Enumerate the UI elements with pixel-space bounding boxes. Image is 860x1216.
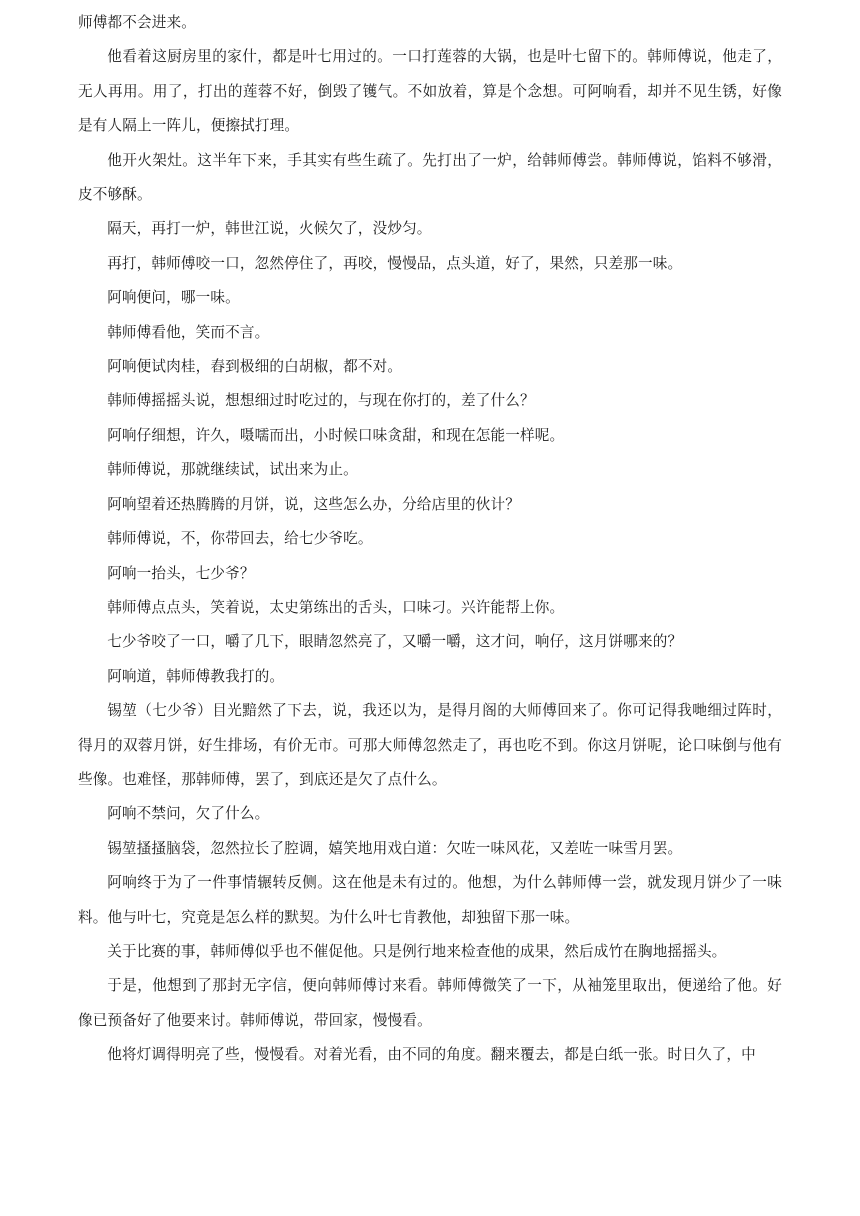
paragraph: 他将灯调得明亮了些，慢慢看。对着光看，由不同的角度。翻来覆去，都是白纸一张。时日久了，中 <box>107 1046 756 1064</box>
paragraph: 关于比赛的事，韩师傅似乎也不催促他。只是例行地来检查他的成果，然后成竹在胸地摇摇头。 <box>107 942 727 960</box>
paragraph: 锡堃（七少爷）目光黯然了下去，说，我还以为，是得月阁的大师傅回来了。你可记得我哋细过阵时，得月的双蓉月饼，好生排场，有价无市。可那大师傅忽然走了，再也吃不到。你这月饼呢，论口味倒与他有些像。也难怪，那韩师傅，罢了，到底还是欠了点什么。 <box>78 702 782 788</box>
paragraph: 他开火架灶。这半年下来，手其实有些生疏了。先打出了一炉，给韩师傅尝。韩师傅说，馅料不够滑，皮不够酥。 <box>78 151 782 204</box>
paragraph: 韩师傅摇摇头说，想想细过时吃过的，与现在你打的，差了什么？ <box>107 392 535 410</box>
paragraph: 阿响终于为了一件事情辗转反侧。这在他是未有过的。他想，为什么韩师傅一尝，就发现月饼少了一味料。他与叶七，究竟是怎么样的默契。为什么叶七肯教他，却独留下那一味。 <box>78 874 782 926</box>
paragraph: 阿响道，韩师傅教我打的。 <box>107 667 285 685</box>
paragraph: 锡堃搔搔脑袋，忽然拉长了腔调，嬉笑地用戏白道：欠咗一味风花，又差咗一味雪月罢。 <box>107 839 683 857</box>
document-body <box>78 0 782 1073</box>
paragraph: 阿响仔细想，许久，嗫嚅而出，小时候口味贪甜，和现在怎能一样呢。 <box>107 426 565 444</box>
paragraph: 韩师傅说，不，你带回去，给七少爷吃。 <box>107 530 373 548</box>
paragraph: 阿响便问，哪一味。 <box>107 289 240 307</box>
paragraph: 阿响不禁问，欠了什么。 <box>107 805 270 823</box>
paragraph: 韩师傅点点头，笑着说，太史第练出的舌头，口味刁。兴许能帮上你。 <box>107 598 565 616</box>
paragraph: 他看着这厨房里的家什，都是叶七用过的。一口打莲蓉的大锅，也是叶七留下的。韩师傅说，他走了，无人再用。用了，打出的莲蓉不好，倒毁了镬气。不如放着，算是个念想。可阿响看，却并不见生锈，好像是有人隔上一阵儿，便擦拭打理。 <box>78 48 782 135</box>
paragraph: 韩师傅看他，笑而不言。 <box>107 323 270 341</box>
paragraph: 阿响一抬头，七少爷？ <box>107 564 255 582</box>
paragraph: 于是，他想到了那封无字信，便向韩师傅讨来看。韩师傅微笑了一下，从袖笼里取出，便递给了他。好像已预备好了他要来讨。韩师傅说，带回家，慢慢看。 <box>78 977 782 1029</box>
paragraph: 阿响望着还热腾腾的月饼，说，这些怎么办，分给店里的伙计？ <box>107 495 521 513</box>
paragraph: 师傅都不会进来。 <box>78 14 196 31</box>
paragraph: 七少爷咬了一口，嚼了几下，眼睛忽然亮了，又嚼一嚼，这才问，响仔，这月饼哪来的？ <box>107 633 683 651</box>
paragraph: 阿响便试肉桂，舂到极细的白胡椒，都不对。 <box>107 358 403 376</box>
paragraph: 韩师傅说，那就继续试，试出来为止。 <box>107 461 358 479</box>
paragraph: 隔天，再打一炉，韩世江说，火候欠了，没炒匀。 <box>107 220 432 238</box>
paragraph: 再打，韩师傅咬一口，忽然停住了，再咬，慢慢品，点头道，好了，果然，只差那一味。 <box>107 254 683 272</box>
